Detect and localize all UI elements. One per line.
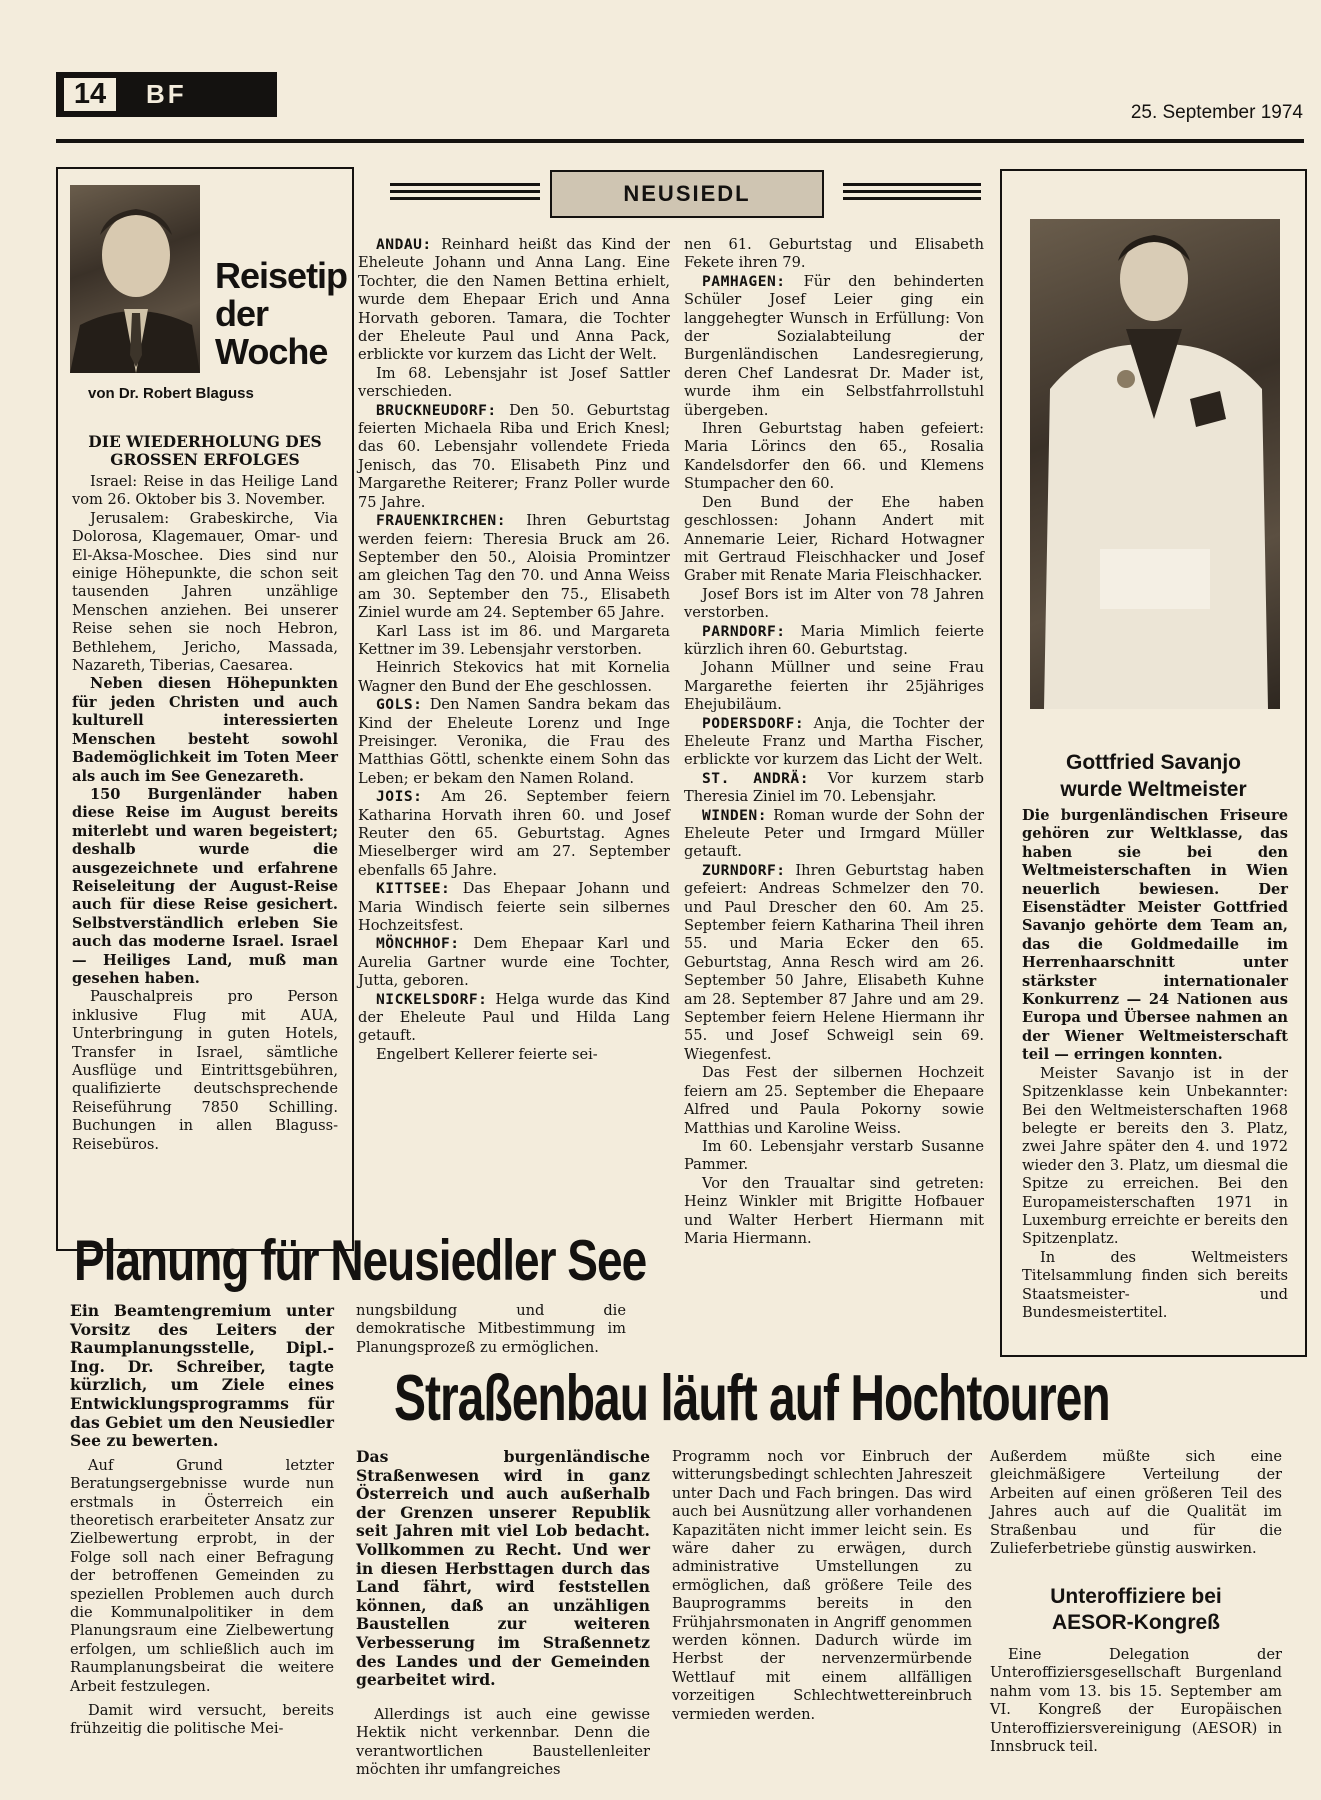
notice-text: Im 60. Lebensjahr verstarb Susanne Pammer. <box>684 1137 984 1174</box>
notice-text: Roman wurde der Sohn der Eheleute Peter und Irmgard Müller getauft. <box>684 806 984 861</box>
aesor-body <box>990 1646 1282 1756</box>
strassenbau-column-2 <box>672 1448 972 1724</box>
notice-text: Vor den Traualtar sind getreten: Heinz Winkler mit Brigitte Hofbauer und Walter Herbert Hiermann mit Maria Hiermann. <box>684 1174 984 1247</box>
notice-text: Helga wurde das Kind der Eheleute Paul und Hilda Lang getauft. <box>358 990 670 1045</box>
masthead-bar <box>56 72 277 117</box>
notice-text: Den Namen Sandra bekam das Kind der Eheleute Lorenz und Inge Preisinger. Veronika, die Frau des Matthias Göttl, schenkte einem Sohn das Leben; er bekam den Namen Roland. <box>358 696 670 787</box>
place-name: ST. ANDRÄ: <box>702 769 809 787</box>
notice-paragraph <box>684 623 984 660</box>
place-name: KITTSEE: <box>376 880 451 898</box>
savanjo-portrait <box>1030 219 1280 709</box>
notice-text: Johann Müllner und seine Frau Margarethe feierten ihr 25jähriges Ehejubiläum. <box>684 659 984 714</box>
notice-paragraph <box>684 715 984 770</box>
reisetip-paragraph: Israel: Reise in das Heilige Land vom 26. Oktober bis 3. November. <box>72 473 338 509</box>
savanjo-lead: Die burgenländischen Friseure gehören zur Weltklasse, das haben sie bei den Weltmeisterschaften in Wien neuerlich bewiesen. Der Eisenstädter Meister Gottfried Savanjo gehörte dem Team an, das die Goldmedaille im Herrenhaarschnitt unter stärkster internationaler Konkurrenz — 24 Nationen aus Europa und Übersee nahmen an der Wiener Weltmeisterschaft teil — erringen konnten. <box>1022 807 1288 1064</box>
notice-paragraph <box>684 273 984 420</box>
notice-text: Anja, die Tochter der Eheleute Franz und Martha Fischer, erblickte vor kurzem das Licht der Welt. <box>684 714 984 769</box>
page-number: 14 <box>64 78 116 111</box>
place-name: WINDEN: <box>702 806 768 824</box>
planung-column-1 <box>70 1302 334 1739</box>
notice-text: Ihren Geburtstag haben gefeiert: Maria Lörincs den 65., Rosalia Kandelsdorfer den 66. und Klemens Stumpacher den 60. <box>684 420 984 493</box>
neusiedl-column-2 <box>684 236 984 1248</box>
reisetip-body <box>72 433 338 1154</box>
notice-text: Reinhard heißt das Kind der Eheleute Johann und Anna Lang. Eine Tochter, die den Namen Bettina erhielt, wurde dem Ehepaar Erich und Anna Horvath geboren. Tamara, die Tochter der Eheleute Paul und Anna Pack, erblickte vor kurzem das Licht der Welt. <box>358 236 670 364</box>
banner-ornament-left <box>390 183 540 204</box>
planung-paragraph: Auf Grund letzter Beratungsergebnisse wurde nun erstmals in Österreich ein theoretisch erarbeiteter Ansatz zur Zielbewertung erprobt, in der Folge soll nach einer Befragung der betroffenen Gemeinden zu speziellen Problemen auch durch die Kommunalpolitiker in dem Planungsraum eine Zielbewertung erfolgen, um schließlich auch im Raumplanungsbeirat die weitere Arbeit festzulegen. <box>70 1456 334 1695</box>
notice-text: Am 26. September feiern Katharina Horvath ihren 60. und Josef Reuter den 65. Geburtstag. Agnes Mieselberger wird am 27. September ebenfalls 65 Jahre. <box>358 788 670 879</box>
savanjo-title-line: Gottfried Savanjo <box>1065 751 1242 774</box>
savanjo-paragraph: Meister Savanjo ist in der Spitzenklasse kein Unbekannter: Bei den Weltmeisterschaften 1968 belegte er bereits den 3. Platz, zwei Jahre später den 4. und 1972 wieder den 3. Platz, um diesmal die Spitze zu erreichen. Bei den Europameisterschaften 1971 in Luxemburg erreichte er bereits den Spitzenplatz. <box>1022 1064 1288 1248</box>
notice-paragraph <box>684 807 984 862</box>
author-portrait <box>70 185 200 373</box>
notice-text: Karl Lass ist im 86. und Margareta Kettner im 39. Lebensjahr verstorben. <box>358 622 670 658</box>
savanjo-box <box>1000 169 1307 1357</box>
notice-paragraph <box>684 236 984 273</box>
notice-paragraph <box>684 420 984 494</box>
aesor-title <box>990 1584 1282 1636</box>
place-name: GOLS: <box>376 696 423 714</box>
place-name: NICKELSDORF: <box>376 990 488 1008</box>
place-name: BRUCKNEUDORF: <box>376 401 497 419</box>
notice-paragraph <box>684 1064 984 1138</box>
savanjo-title <box>1002 749 1305 803</box>
reisetip-box <box>56 167 354 1251</box>
savanjo-title-line: wurde Weltmeister <box>1060 778 1247 801</box>
savanjo-body <box>1022 807 1288 1322</box>
aesor-paragraph: Eine Delegation der Unteroffiziersgesellschaft Burgenland nahm vom 13. bis 15. September am VI. Kongreß der Europäischen Unteroffiziersvereinigung (AESOR) in Innsbruck teil. <box>990 1646 1282 1756</box>
strassenbau-paragraph: Programm noch vor Einbruch der witterungsbedingt schlechten Jahreszeit unter Dach und Fach bringen. Das wird auch bei Ausnützung aller vorhandenen Kapazitäten nicht immer leicht sein. Es wäre daher zu erwägen, durch administrative Umstellungen zu ermöglichen, daß größere Teile des Bauprogramms bereits in den Frühjahrsmonaten in Angriff genommen werden können. Dadurch würde im Herbst der nervenzermürbende Wettlauf mit einem allfälligen vorzeitigen Schlechtwettereinbruch vermieden werden. <box>672 1448 972 1723</box>
notice-paragraph <box>358 512 670 622</box>
notice-paragraph <box>358 402 670 512</box>
savanjo-paragraph: In des Weltmeisters Titelsammlung finden sich bereits Staatsmeister- und Bundesmeistertitel. <box>1022 1248 1288 1321</box>
notice-paragraph <box>684 1138 984 1175</box>
notice-text: Engelbert Kellerer feierte sei- <box>376 1045 598 1063</box>
reisetip-paragraph: Neben diesen Höhepunkten für jeden Christen und auch kulturell interessierten Menschen besteht sowohl Bademöglichkeit im Toten Meer als auch im See Genezareth. <box>72 675 338 785</box>
reisetip-paragraph: 150 Burgenländer haben diese Reise im August bereits miterlebt und waren begeistert; deshalb wurde die ausgezeichnete und erfahrene Reiseleitung der August-Reise auch für diese Reise gesichert. Selbstverständlich erleben Sie auch das moderne Israel. Israel — Heiliges Land, muß man gesehen haben. <box>72 785 338 987</box>
notice-text: nen 61. Geburtstag und Elisabeth Fekete ihren 79. <box>684 236 984 272</box>
strassenbau-paragraph: Außerdem müßte sich eine gleichmäßigere Verteilung der Arbeiten auf einen größeren Teil des Jahres auch auf die Qualität im Straßenbau und für die Zulieferbetriebe günstig auswirken. <box>990 1448 1282 1558</box>
planung-paragraph: nungsbildung und die demokratische Mitbestimmung im Planungsprozeß zu ermöglichen. <box>356 1302 626 1356</box>
strassenbau-column-1 <box>356 1448 650 1779</box>
notice-text: Heinrich Stekovics hat mit Kornelia Wagner den Bund der Ehe geschlossen. <box>358 659 670 695</box>
aesor-title-line: Unteroffiziere bei <box>1050 1585 1222 1608</box>
place-name: PARNDORF: <box>702 622 786 640</box>
place-name: PAMHAGEN: <box>702 272 786 290</box>
portrait-illustration <box>70 185 200 373</box>
planung-paragraph: Damit wird versucht, bereits frühzeitig die politische Mei- <box>70 1702 334 1738</box>
notice-text: Josef Bors ist im Alter von 78 Jahren verstorben. <box>684 585 984 622</box>
notice-paragraph <box>358 659 670 696</box>
notice-paragraph <box>684 1175 984 1249</box>
strassenbau-headline: Straßenbau läuft auf Hochtouren <box>394 1363 1110 1435</box>
strassenbau-lead: Das burgenländische Straßenwesen wird in ganz Österreich und auch außerhalb der Grenzen unserer Republik seit Jahren mit viel Lob bedacht. Vollkommen zu Recht. Und wer in diesen Herbsttagen durch das Land fährt, wird feststellen können, daß an unzähligen Baustellen zur weiteren Verbesserung im Straßennetz des Landes und der Gemeinden gearbeitet wird. <box>356 1447 650 1690</box>
reisetip-paragraph: Jerusalem: Grabeskirche, Via Dolorosa, Klagemauer, Omar- und El-Aksa-Moschee. Dies sind nur einige Höhepunkte, die schon seit tausenden Jahren unzählige Menschen anziehen. Bei unserer Reise sehen sie noch Hebron, Bethlehem, Jericho, Massada, Nazareth, Tiberias, Caesarea. <box>72 509 338 675</box>
notice-paragraph <box>358 880 670 935</box>
notice-paragraph <box>358 991 670 1046</box>
notice-paragraph <box>358 696 670 788</box>
place-name: ANDAU: <box>376 236 432 253</box>
notice-paragraph <box>684 586 984 623</box>
notice-paragraph <box>358 623 670 660</box>
planung-column-2 <box>356 1302 626 1357</box>
notice-paragraph <box>684 862 984 1064</box>
notice-text: Den 50. Geburtstag feierten Michaela Riba und Erich Knesl; das 60. Lebensjahr vollendete Frieda Jenisch, das 70. Elisabeth Pinz und Margarethe Reiterer; Franz Poller wurde 75 Jahre. <box>358 401 670 511</box>
strassenbau-paragraph: Allerdings ist auch eine gewisse Hektik nicht verkennbar. Denn die verantwortlichen Baustellenleiter möchten ihr umfangreiches <box>356 1705 650 1778</box>
section-label: BF <box>146 79 187 109</box>
notice-paragraph <box>358 788 670 880</box>
neusiedl-banner-label: NEUSIEDL <box>623 181 751 206</box>
reisetip-title <box>215 257 347 371</box>
reisetip-paragraph: Pauschalpreis pro Person inklusive Flug mit AUA, Unterbringung in guten Hotels, Transfer in Israel, sämtliche Ausflüge und Eintrittsgebühren, qualifizierte deutschsprechende Reiseführung 7850 Schilling. Buchungen in allen Blaguss-Reisebüros. <box>72 988 338 1153</box>
banner-ornament-right <box>843 183 981 204</box>
planung-headline: Planung für Neusiedler See <box>74 1227 647 1293</box>
neusiedl-banner <box>550 170 824 218</box>
notice-paragraph <box>684 494 984 586</box>
notice-text: Im 68. Lebensjahr ist Josef Sattler verschieden. <box>358 364 670 401</box>
notice-text: Ihren Geburtstag haben gefeiert: Andreas Schmelzer den 70. und Paul Drescher den 60. Am 25. September feiern Katharina Theil ihren 55. und Maria Ecker den 65. Geburtstag, Anna Resch wird am 26. September 50 Jahre, Elisabeth Kuhne am 28. September 87 Jahre und am 29. September feiern Helene Hiermann ihr 55. und Josef Schweigl sein 69. Wiegenfest. <box>684 861 984 1063</box>
reisetip-title-line: der <box>215 293 269 334</box>
aesor-title-line: AESOR-Kongreß <box>1052 1611 1220 1634</box>
savanjo-illustration <box>1030 219 1280 709</box>
place-name: PODERSDORF: <box>702 714 805 732</box>
reisetip-author: von Dr. Robert Blaguss <box>88 385 254 402</box>
notice-text: Das Fest der silbernen Hochzeit feiern am 25. September die Ehepaare Alfred und Paula Pokorny sowie Matthias und Karoline Weiss. <box>684 1064 984 1137</box>
place-name: MÖNCHHOF: <box>376 935 460 953</box>
notice-text: Ihren Geburtstag werden feiern: Theresia Bruck am 26. September den 50., Aloisia Promintzer am gleichen Tag den 70. und Anna Weiss am 30. September den 75., Elisabeth Ziniel wurde am 24. September 65 Jahre. <box>358 512 670 622</box>
issue-date: 25. September 1974 <box>1130 102 1303 123</box>
neusiedl-column-1 <box>358 236 670 1064</box>
place-name: FRAUENKIRCHEN: <box>376 512 507 530</box>
notice-paragraph <box>358 365 670 402</box>
notice-text: Für den behinderten Schüler Josef Leier ging ein langgehegter Wunsch in Erfüllung: Von der Sozialabteilung der Burgenländischen Landesregierung, deren Chef Landesrat Dr. Mader ist, wurde ihm ein Selbstfahrrollstuhl übergeben. <box>684 272 984 419</box>
notice-text: Das Ehepaar Johann und Maria Windisch feierte sein silbernes Hochzeitsfest. <box>358 880 670 935</box>
notice-text: Dem Ehepaar Karl und Aurelia Gartner wurde eine Tochter, Jutta, geboren. <box>358 935 670 990</box>
notice-paragraph <box>684 770 984 807</box>
notice-paragraph <box>358 236 670 365</box>
top-rule <box>56 139 1304 143</box>
reisetip-subhead: DIE WIEDERHOLUNG DES GROSSEN ERFOLGES <box>88 432 322 469</box>
notice-paragraph <box>684 659 984 714</box>
notice-text: Vor kurzem starb Theresia Ziniel im 70. Lebensjahr. <box>684 769 984 806</box>
place-name: ZURNDORF: <box>702 861 786 879</box>
notice-text: Den Bund der Ehe haben geschlossen: Johann Andert mit Annemarie Leier, Richard Hotwagner mit Gertraud Fleischhacker und Josef Graber mit Renate Maria Fleischhacker. <box>684 493 984 585</box>
reisetip-title-line: Woche <box>215 331 328 372</box>
notice-paragraph <box>358 1046 670 1064</box>
place-name: JOIS: <box>376 788 423 806</box>
reisetip-title-line: Reisetip <box>215 255 348 296</box>
planung-lead: Ein Beamtengremium unter Vorsitz des Leiters der Raumplanungsstelle, Dipl.-Ing. Dr. Schreiber, tagte kürzlich, um Ziele eines Entwicklungsprogramms für das Gebiet um den Neusiedler See zu bewerten. <box>70 1301 334 1451</box>
notice-paragraph <box>358 935 670 990</box>
notice-text: Maria Mimlich feierte kürzlich ihren 60. Geburtstag. <box>684 622 984 658</box>
strassenbau-column-3 <box>990 1448 1282 1558</box>
